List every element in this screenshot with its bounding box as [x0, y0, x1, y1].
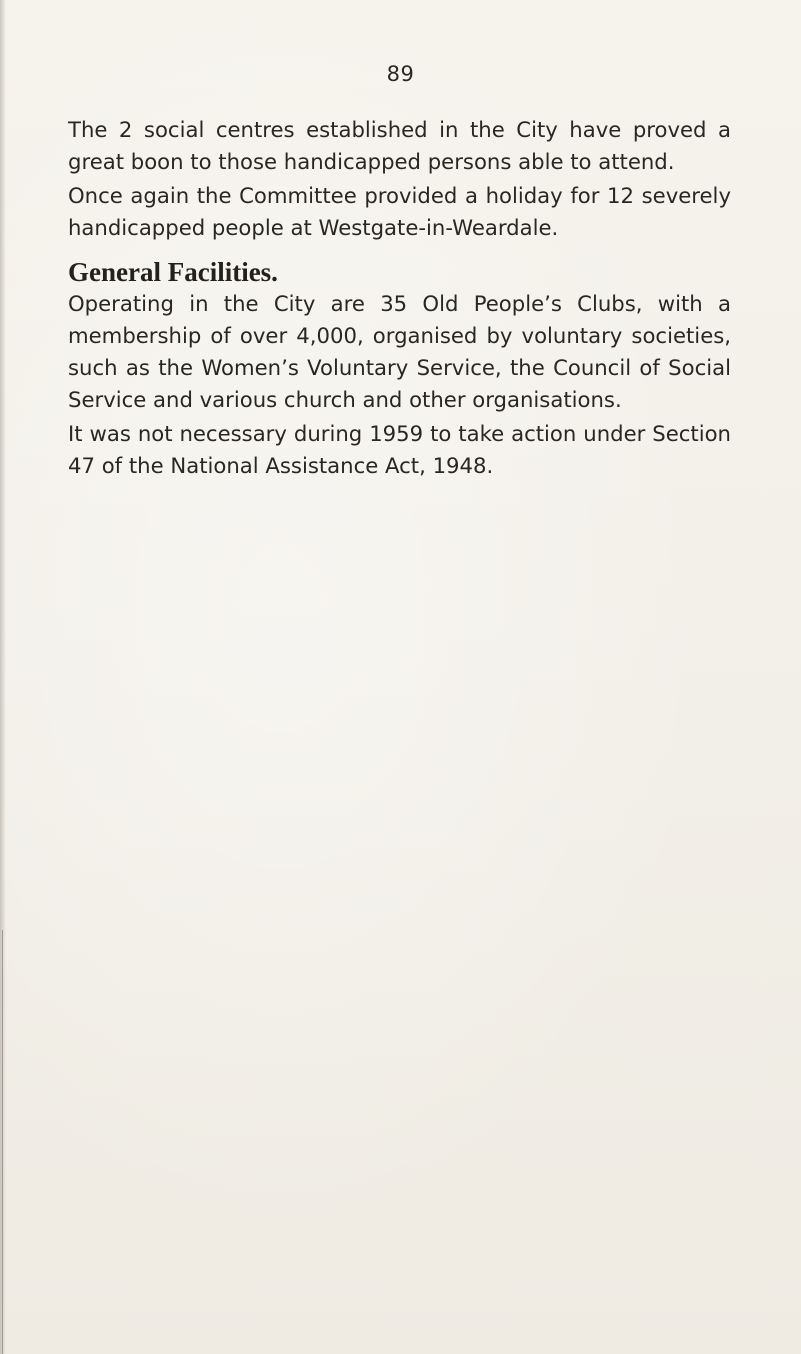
page-edge-line — [2, 930, 3, 1354]
page-edge-shadow — [0, 0, 6, 1354]
heading-general-facilities: General Facilities. — [68, 257, 278, 287]
paragraph-holiday: Once again the Committee provided a holiday for 12 severely handicapped people at Westgate-in-Weardale. — [68, 183, 731, 240]
paragraph-section-47: It was not necessary during 1959 to take action under Section 47 of the National Assistance Act, 1948. — [68, 421, 731, 478]
page-number: 89 — [386, 62, 415, 86]
paragraph-social-centres: The 2 social centres established in the City have proved a great boon to those handicapped persons able to attend. — [68, 117, 731, 174]
paragraph-old-peoples-clubs: Operating in the City are 35 Old People’s Clubs, with a membership of over 4,000, organised by voluntary societies, such as the Women’s Voluntary Service, the Council of Social Service and various church and other organisations. — [68, 291, 731, 412]
